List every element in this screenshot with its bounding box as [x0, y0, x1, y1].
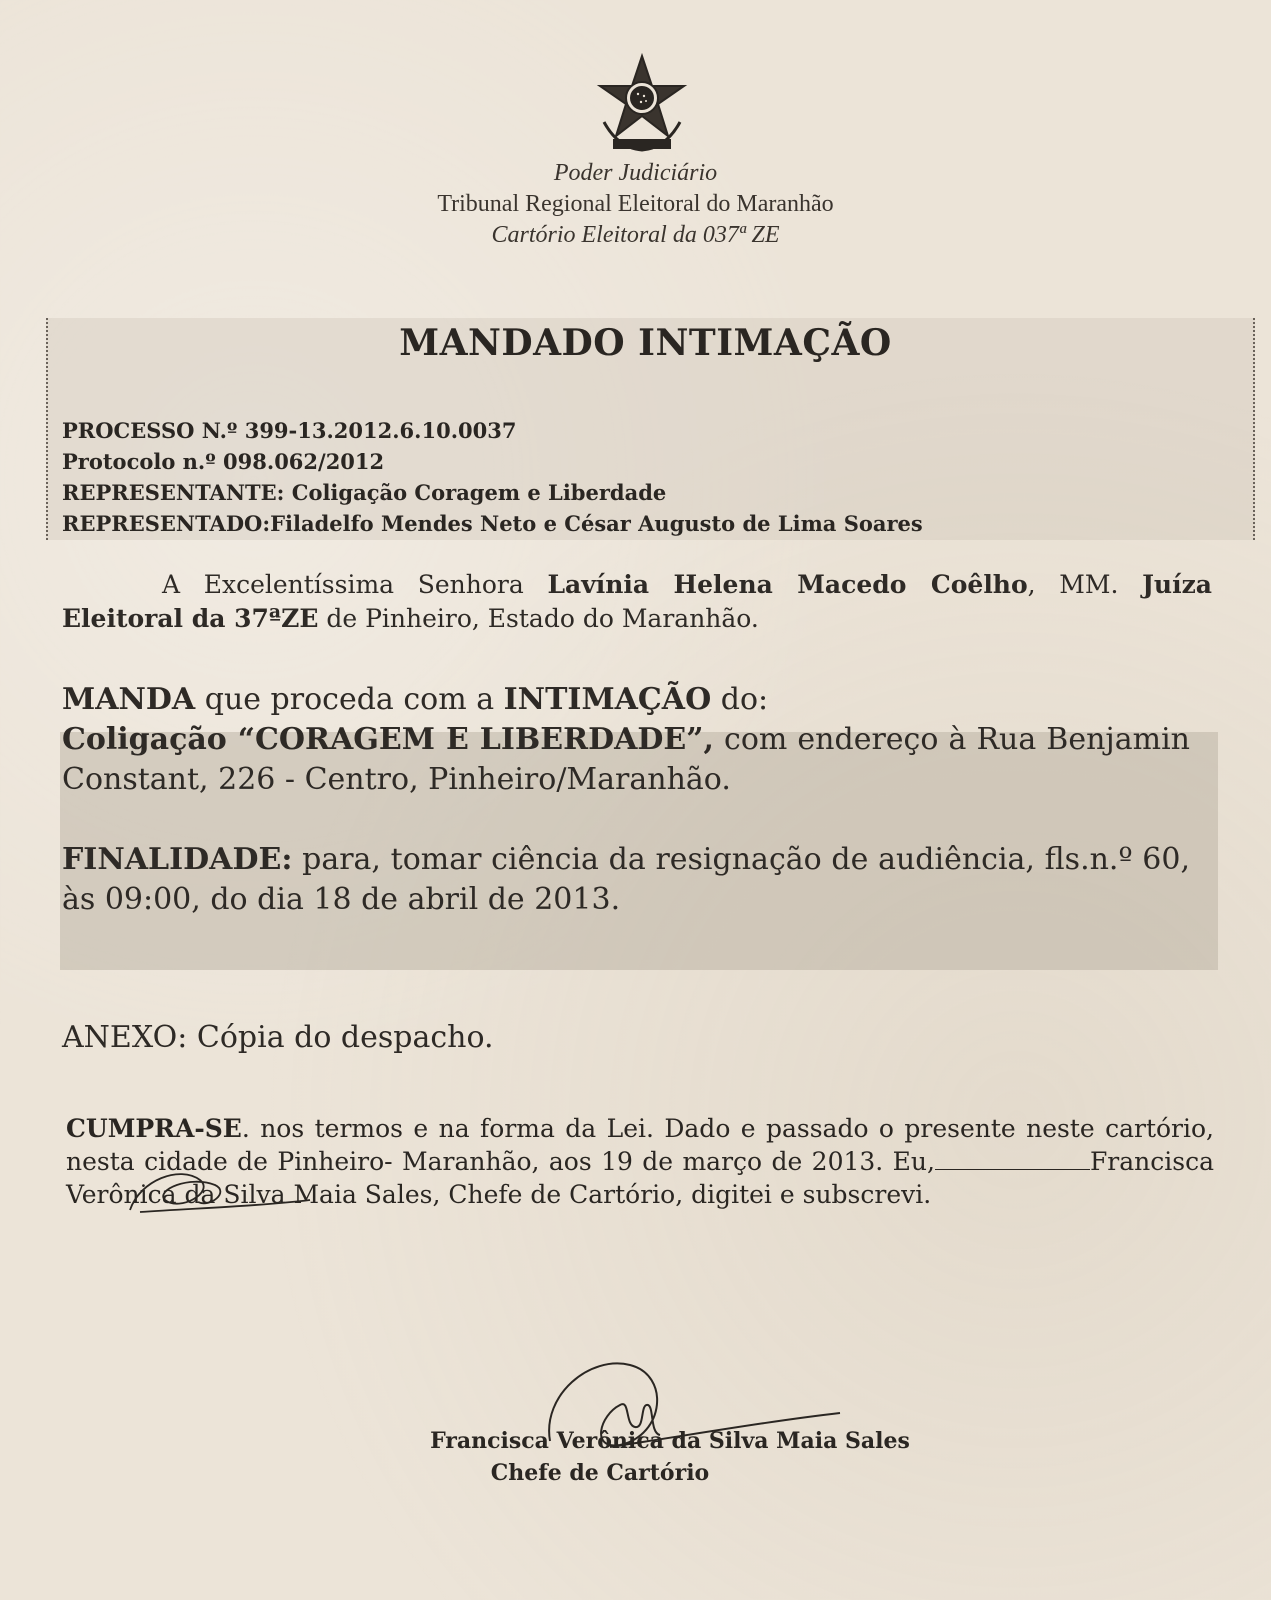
party-paragraph [62, 720, 1190, 800]
cumpra-text: Francisca Verônica da Silva Maia Sales, Chefe de Cartório, digitei e subscrevi. [66, 1147, 1214, 1209]
finalidade-text: para, tomar ciência da resignação de audiência, fls.n.º 60, às 09:00, do dia 18 de abril de 2013. [62, 842, 1190, 917]
coat-of-arms-icon [594, 52, 690, 156]
finalidade-paragraph [62, 840, 1190, 920]
party-address: com endereço à Rua Benjamin Constant, 226 - Centro, Pinheiro/Maranhão. [62, 722, 1190, 797]
intro-paragraph [62, 568, 1212, 636]
process-number: PROCESSO N.º 399-13.2012.6.10.0037 [62, 418, 517, 443]
header-line-2: Tribunal Regional Eleitoral do Maranhão [437, 191, 834, 217]
intro-text: , MM. [1027, 570, 1143, 599]
header-line-3: Cartório Eleitoral da 037ª ZE [491, 222, 780, 248]
cumpra-label: CUMPRA-SE [66, 1114, 242, 1143]
signer-role: Chefe de Cartório [490, 1460, 710, 1486]
protocol-number: Protocolo n.º 098.062/2012 [62, 449, 385, 474]
party-name: Coligação “CORAGEM E LIBERDADE”, [62, 722, 714, 757]
intro-text: de Pinheiro, Estado do Maranhão. [318, 604, 759, 633]
cumpra-text: . nos termos e na forma da Lei. Dado e passado o presente neste cartório, nesta cidade de Pinheiro- Maranhão, aos 19 de março de 2013. Eu, [66, 1114, 1214, 1176]
signer-name: Francisca Verônica da Silva Maia Sales [430, 1428, 910, 1454]
manda-line [62, 680, 1212, 720]
anexo: ANEXO: Cópia do despacho. [62, 1020, 494, 1055]
header-line-1: Poder Judiciário [553, 160, 718, 186]
judge-role: Juíza Eleitoral da 37ªZE [62, 570, 1212, 633]
manda-text: que proceda com a [195, 682, 504, 717]
representado: REPRESENTADO:Filadelfo Mendes Neto e César Augusto de Lima Soares [62, 511, 923, 536]
intimacao-label: INTIMAÇÃO [503, 682, 712, 717]
finalidade-label: FINALIDADE: [62, 842, 293, 877]
manda-text: do: [711, 682, 769, 717]
manda-label: MANDA [62, 682, 196, 717]
initials-signature-icon [120, 1160, 320, 1220]
representante: REPRESENTANTE: Coligação Coragem e Liberdade [62, 480, 667, 505]
judge-name: Lavínia Helena Macedo Coêlho [547, 570, 1028, 599]
intro-text: A Excelentíssima Senhora [162, 570, 548, 599]
initials-line [935, 1169, 1090, 1170]
document-title: MANDADO INTIMAÇÃO [399, 322, 892, 364]
